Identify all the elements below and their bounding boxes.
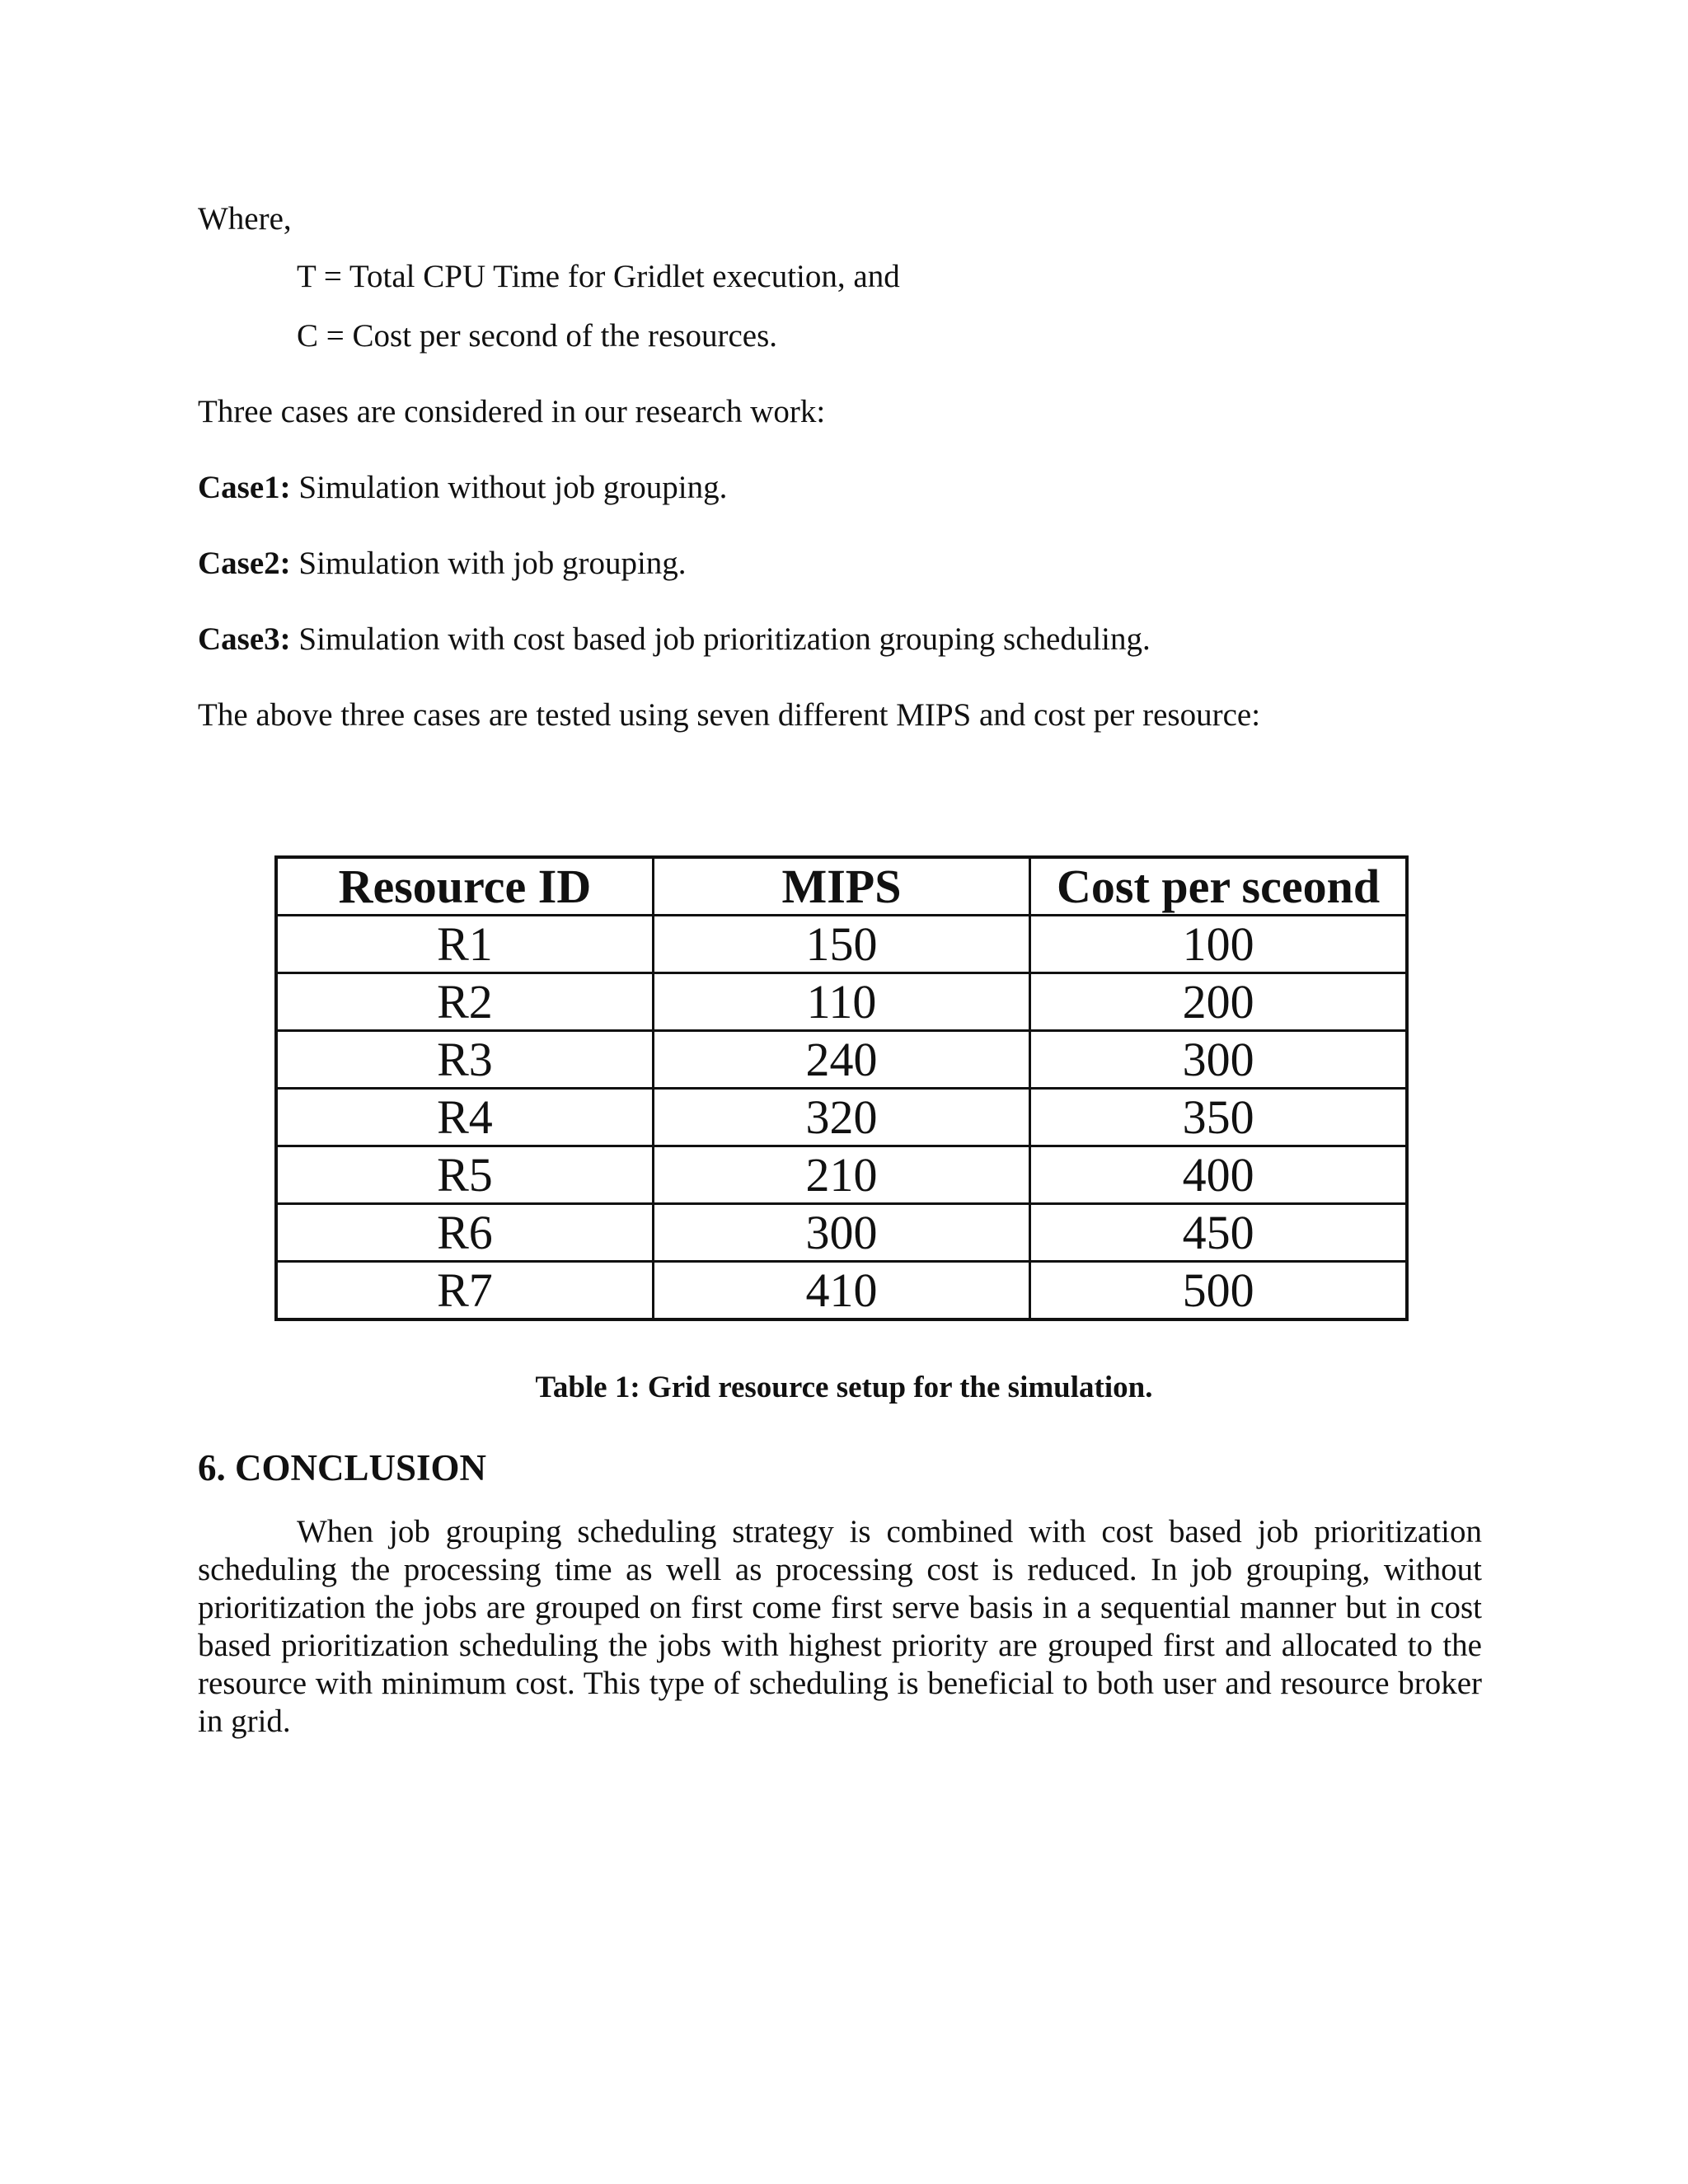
table-row	[276, 1146, 1407, 1204]
case-1	[198, 471, 727, 504]
cell-resource-id: R5	[276, 1146, 653, 1204]
header-cost: Cost per sceond	[1030, 857, 1407, 916]
case-2	[198, 547, 687, 579]
cell-resource-id: R1	[276, 916, 653, 973]
table-row	[276, 973, 1407, 1031]
cell-cost: 200	[1030, 973, 1407, 1031]
table-row	[276, 1262, 1407, 1320]
cell-cost: 100	[1030, 916, 1407, 973]
cell-resource-id: R4	[276, 1089, 653, 1146]
cell-cost: 400	[1030, 1146, 1407, 1204]
cell-cost: 450	[1030, 1204, 1407, 1262]
cell-mips: 240	[653, 1031, 1029, 1089]
section-heading: 6. CONCLUSION	[198, 1447, 487, 1488]
cell-cost: 500	[1030, 1262, 1407, 1320]
header-mips: MIPS	[653, 857, 1029, 916]
header-resource-id: Resource ID	[276, 857, 653, 916]
cell-mips: 320	[653, 1089, 1029, 1146]
conclusion-paragraph: When job grouping scheduling strategy is combined with cost based job prioritization scheduling the processing time as well as processing cost is reduced. In job grouping, without prioritization the jobs are grouped on first come first serve basis in a sequential manner but in cost based prioritization scheduling the jobs with highest priority are grouped first and allocated to the resource with minimum cost. This type of scheduling is beneficial to both user and resource broker in grid.	[198, 1514, 1482, 1739]
cell-mips: 300	[653, 1204, 1029, 1262]
case-1-text: Simulation without job grouping.	[290, 470, 728, 505]
table-row	[276, 1204, 1407, 1262]
case-1-label: Case1:	[198, 470, 291, 505]
cell-cost: 350	[1030, 1089, 1407, 1146]
resource-table-container	[274, 855, 1409, 1321]
definition-c: C = Cost per second of the resources.	[297, 318, 778, 354]
resource-table	[274, 855, 1409, 1321]
cell-mips: 150	[653, 916, 1029, 973]
table-row	[276, 1089, 1407, 1146]
case-2-label: Case2:	[198, 546, 291, 581]
table-header-row	[276, 857, 1407, 916]
cases-intro: Three cases are considered in our research work:	[198, 394, 826, 429]
definition-t: T = Total CPU Time for Gridlet execution, and	[297, 259, 900, 294]
cell-mips: 210	[653, 1146, 1029, 1204]
cell-resource-id: R6	[276, 1204, 653, 1262]
tested-sentence: The above three cases are tested using seven different MIPS and cost per resource:	[198, 697, 1261, 733]
cell-resource-id: R2	[276, 973, 653, 1031]
cell-resource-id: R7	[276, 1262, 653, 1320]
case-3-label: Case3:	[198, 621, 291, 657]
cell-mips: 410	[653, 1262, 1029, 1320]
table-caption: Table 1: Grid resource setup for the simulation.	[535, 1371, 1153, 1404]
case-3	[198, 623, 1151, 655]
case-3-text: Simulation with cost based job prioritization grouping scheduling.	[290, 621, 1151, 657]
table-row	[276, 1031, 1407, 1089]
table-row	[276, 916, 1407, 973]
where-label: Where,	[198, 201, 292, 237]
case-2-text: Simulation with job grouping.	[290, 546, 687, 581]
cell-mips: 110	[653, 973, 1029, 1031]
cell-resource-id: R3	[276, 1031, 653, 1089]
cell-cost: 300	[1030, 1031, 1407, 1089]
